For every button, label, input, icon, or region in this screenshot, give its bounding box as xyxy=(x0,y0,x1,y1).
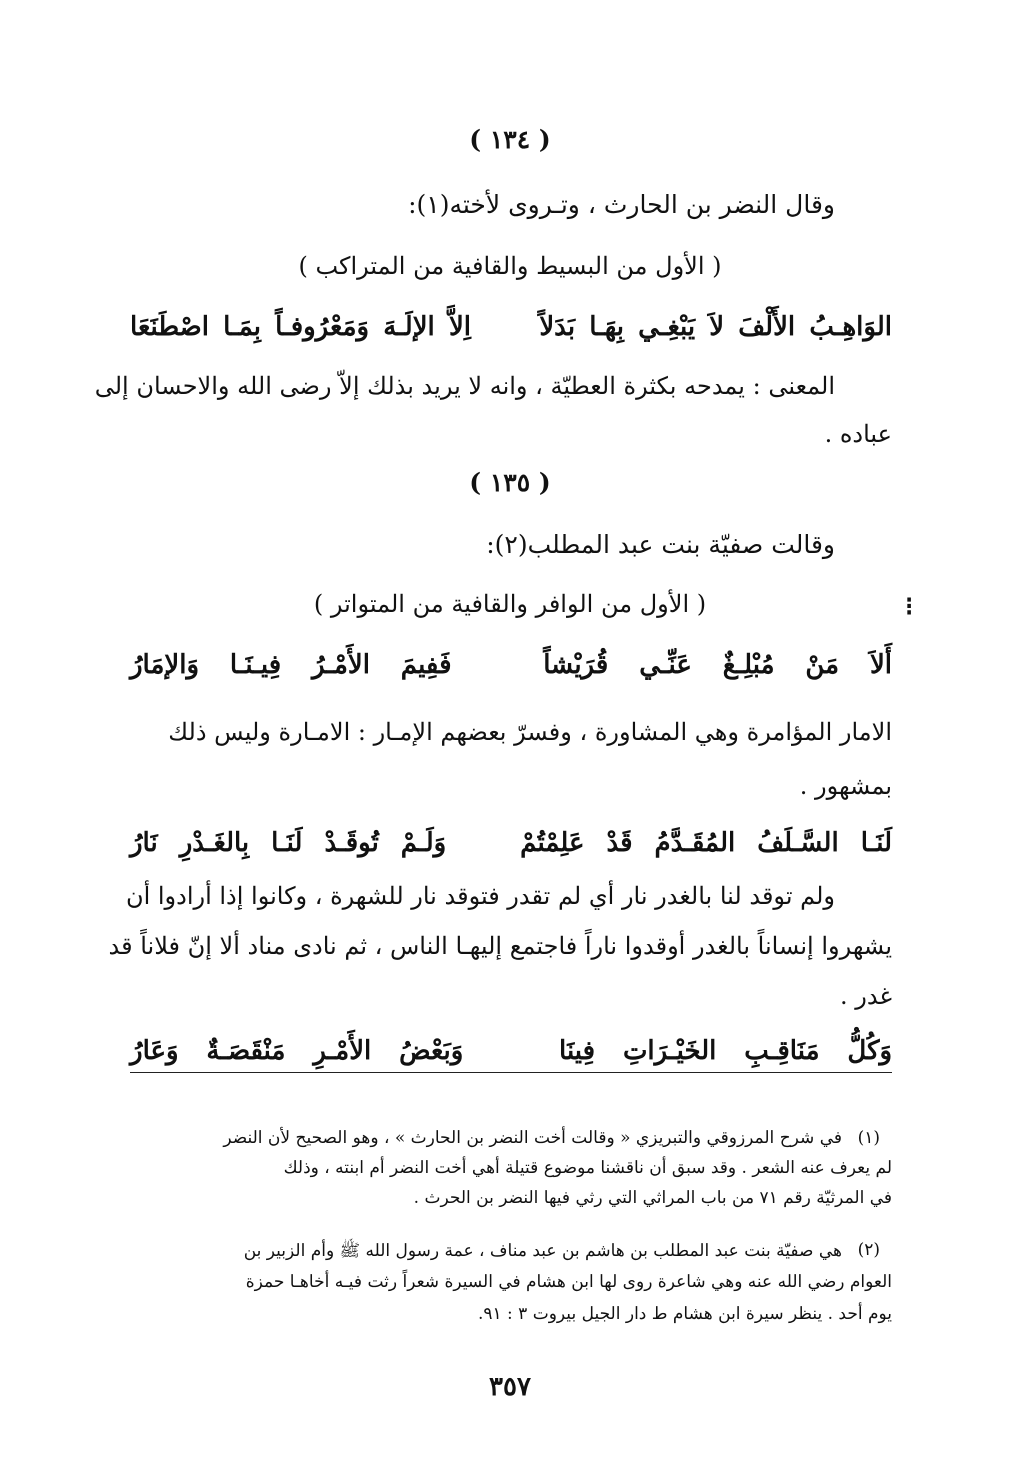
meter-note: ( الأول من الوافر والقافية من المتواتر ) xyxy=(313,590,707,618)
verse-word: بَدَلاً xyxy=(539,312,576,342)
footnote-marker: (١) xyxy=(857,1128,880,1148)
verse-word: لَنَـا xyxy=(860,828,892,858)
verse-line xyxy=(130,650,892,680)
gloss-text: ولم توقد لنا بالغدر نار أي لم تقدر فتوقد نار للشهرة ، وكانوا إذا أرادوا أن xyxy=(125,882,835,910)
verse-word: الأَلْفَ xyxy=(738,312,796,342)
gloss-text: بمشهور . xyxy=(799,772,892,800)
verse-word: وَبَعْضُ xyxy=(399,1036,464,1066)
verse-word: اِلاَّ xyxy=(448,312,471,342)
verse-word: لَنَـا xyxy=(271,828,303,858)
verse-word: عَنِّـي xyxy=(639,650,692,680)
verse-word: بِمَـا xyxy=(223,312,261,342)
explanation-text: المعنى : يمدحه بكثرة العطيّة ، وانه لا يريد بذلك إلاّ رضى الله والاحسان إلى xyxy=(94,372,835,400)
gloss-text: يشهروا إنساناً بالغدر أوقدوا ناراً فاجتمع إليهـا الناس ، ثم نادى مناد ألا إنّ فلاناً قد xyxy=(108,932,892,960)
verse-word: السَّـلَفُ xyxy=(757,828,839,858)
verse-word: لاَ xyxy=(709,312,725,342)
verse-word: قَدْ xyxy=(606,828,633,858)
page-number: ٣٥٧ xyxy=(489,1372,531,1402)
verse-word: الأَمْـرِ xyxy=(313,1036,372,1066)
verse-word: بِالغَـدْرِ xyxy=(179,828,250,858)
verse-word: بِهَـا xyxy=(589,312,624,342)
verse-word: وَكُلُّ xyxy=(847,1036,892,1066)
poem-intro: وقالت صفيّة بنت عبد المطلب(٢): xyxy=(486,530,835,559)
verse-word: مَنْقَصَـةٌ xyxy=(206,1036,286,1066)
margin-mark: ⁝ xyxy=(905,592,914,622)
verse-word: الأَمْـرُ xyxy=(311,650,370,680)
footnote-text: العوام رضي الله عنه وهي شاعرة روى لها ابن هشام في السيرة شعراً رثت فيـه أخاهـا حمزة xyxy=(245,1272,892,1292)
verse-word: نَارُ xyxy=(130,828,158,858)
verse-word: وَلَـمْ xyxy=(400,828,447,858)
poem-number-134: ( ١٣٤ ) xyxy=(469,125,551,154)
verse-word: فِينَا xyxy=(559,1036,596,1066)
verse-word: وَالإمَارُ xyxy=(130,650,200,680)
verse-line xyxy=(130,1036,892,1073)
footnote-marker: (٢) xyxy=(857,1240,880,1260)
verse-word: عَلِمْتُمْ xyxy=(520,828,585,858)
verse-line xyxy=(130,312,892,342)
verse-word: مُبْلِـغٌ xyxy=(722,650,775,680)
verse-word: الخَيْـرَاتِ xyxy=(622,1036,717,1066)
verse-word: مَنْ xyxy=(805,650,840,680)
footnote-text: يوم أحد . ينظر سيرة ابن هشام ط دار الجيل بيروت ٣ : ٩١. xyxy=(477,1304,892,1324)
verse-word: قُرَيْشاً xyxy=(543,650,609,680)
gloss-text: غدر . xyxy=(840,982,892,1010)
verse-word: فِيـنَـا xyxy=(229,650,282,680)
footnote-text: هي صفيّة بنت عبد المطلب بن هاشم بن عبد مناف ، عمة رسول الله ﷺ وأم الزبير بن xyxy=(243,1241,842,1261)
verse-word: المُقَـدَّمُ xyxy=(654,828,736,858)
verse-word: يَبْغِـي xyxy=(638,312,696,342)
poem-intro: وقال النضر بن الحارث ، وتـروى لأخته(١): xyxy=(408,190,835,219)
verse-word: تُوقَـدْ xyxy=(324,828,379,858)
footnote-text: في المرثيّة رقم ٧١ من باب المراثي التي رثي فيها النضر بن الحرث . xyxy=(413,1188,892,1208)
explanation-text: عباده . xyxy=(824,420,892,448)
verse-word: أَلاَ xyxy=(869,650,892,680)
footnote-text: لم يعرف عنه الشعر . وقد سبق أن ناقشنا موضوع قتيلة أهي أخت النضر أم ابنته ، وذلك xyxy=(283,1158,892,1178)
verse-word: مَنَاقِـبِ xyxy=(744,1036,820,1066)
verse-word: الوَاهِـبُ xyxy=(809,312,892,342)
meter-note: ( الأول من البسيط والقافية من المتراكب ) xyxy=(298,252,722,280)
poem-number-135: ( ١٣٥ ) xyxy=(469,468,551,497)
verse-word: فَفِيمَ xyxy=(400,650,452,680)
verse-word: اصْطَنَعَا xyxy=(130,312,209,342)
verse-word: وَعَارُ xyxy=(130,1036,179,1066)
footnote-text: في شرح المرزوقي والتبريزي « وقالت أخت النضر بن الحارث » ، وهو الصحيح لأن النضر xyxy=(223,1128,842,1148)
verse-line xyxy=(130,828,892,858)
verse-word: الإلَـهَ xyxy=(383,312,435,342)
verse-word: وَمَعْرُوفـاً xyxy=(275,312,370,342)
gloss-text: الامار المؤامرة وهي المشاورة ، وفسرّ بعضهم الإمـار : الامـارة وليس ذلك xyxy=(168,718,892,746)
